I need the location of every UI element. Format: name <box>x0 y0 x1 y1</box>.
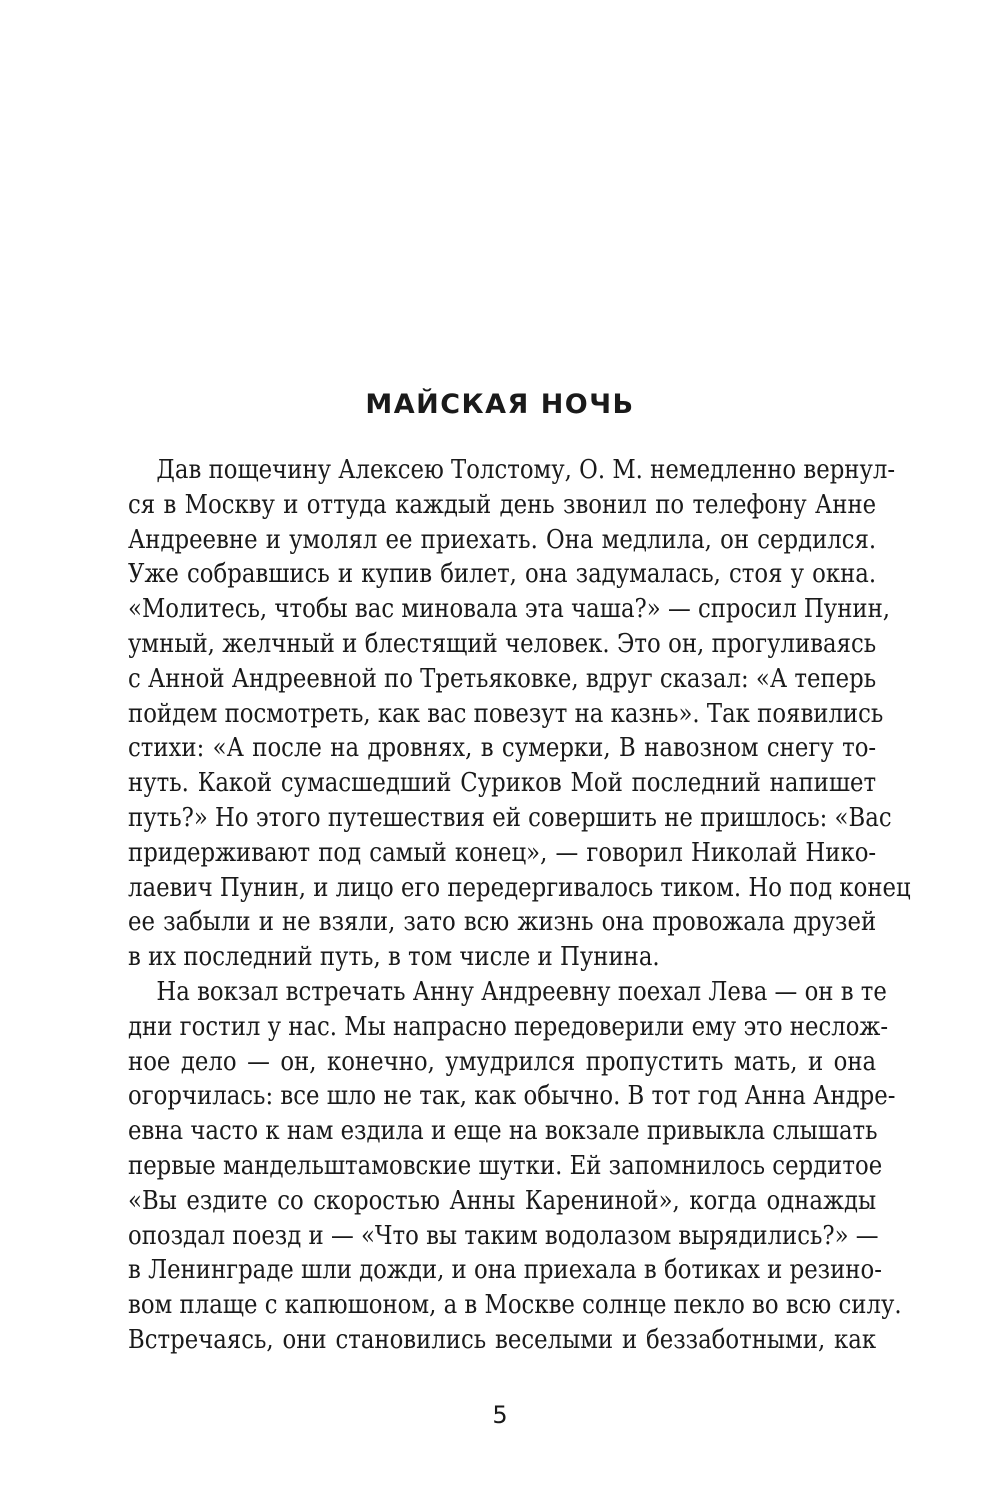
text-line: «Молитесь, чтобы вас миновала эта чаша?» — спросил Пунин, <box>128 593 891 625</box>
text-line: Дав пощечину Алексею Толстому, О. М. немедленно вернул- <box>156 454 896 485</box>
text-line: пойдем посмотреть, как вас повезут на казнь». Так появились <box>128 697 884 729</box>
text-line: с Анной Андреевной по Третьяковке, вдруг сказал: «А теперь <box>128 662 877 694</box>
text-line: «Вы ездите со скоростью Анны Карениной», когда однажды <box>128 1184 877 1216</box>
text-line: огорчилась: все шло не так, как обычно. В тот год Анна Андре- <box>128 1080 896 1112</box>
text-line: первые мандельштамовские шутки. Ей запомнилось сердитое <box>128 1149 883 1181</box>
text-line: в Ленинграде шли дожди, и она приехала в ботиках и резино- <box>128 1254 882 1286</box>
text-line: умный, желчный и блестящий человек. Это он, прогуливаясь <box>128 627 877 659</box>
text-line: ее забыли и не взяли, зато всю жизнь она провожала друзей <box>128 906 877 938</box>
text-line: Андреевне и умолял ее приехать. Она медлила, он сердился. <box>128 523 877 555</box>
body-text <box>128 453 911 1358</box>
text-line: стихи: «А после на дровнях, в сумерки, В навозном снегу то- <box>128 732 877 764</box>
text-line: лаевич Пунин, и лицо его передергивалось тиком. Но под конец <box>128 871 911 903</box>
text-line: ное дело — он, конечно, умудрился пропустить мать, и она <box>128 1045 877 1077</box>
text-line: ся в Москву и оттуда каждый день звонил по телефону Анне <box>128 488 877 520</box>
text-line: нуть. Какой сумасшедший Суриков Мой последний напишет <box>128 767 877 799</box>
text-line: Встречаясь, они становились веселыми и беззаботными, как <box>128 1323 877 1355</box>
text-line: опоздал поезд и — «Что вы таким водолазом вырядились?» — <box>128 1219 879 1251</box>
text-line: в их последний путь, в том числе и Пунина. <box>128 941 660 973</box>
text-line: На вокзал встречать Анну Андреевну поехал Лева — он в те <box>156 975 887 1007</box>
text-line: евна часто к нам ездила и еще на вокзале привыкла слышать <box>128 1115 878 1147</box>
text-line: придерживают под самый конец», — говорил Николай Нико- <box>128 836 877 868</box>
text-line: путь?» Но этого путешествия ей совершить не пришлось: «Вас <box>128 801 892 833</box>
chapter-title: МАЙСКАЯ НОЧЬ <box>365 389 635 420</box>
page-number: 5 <box>492 1401 508 1429</box>
text-line: вом плаще с капюшоном, а в Москве солнце пекло во всю силу. <box>128 1289 902 1321</box>
text-line: дни гостил у нас. Мы напрасно передоверили ему это неслож- <box>128 1010 889 1042</box>
text-line: Уже собравшись и купив билет, она задумалась, стоя у окна. <box>128 558 877 590</box>
